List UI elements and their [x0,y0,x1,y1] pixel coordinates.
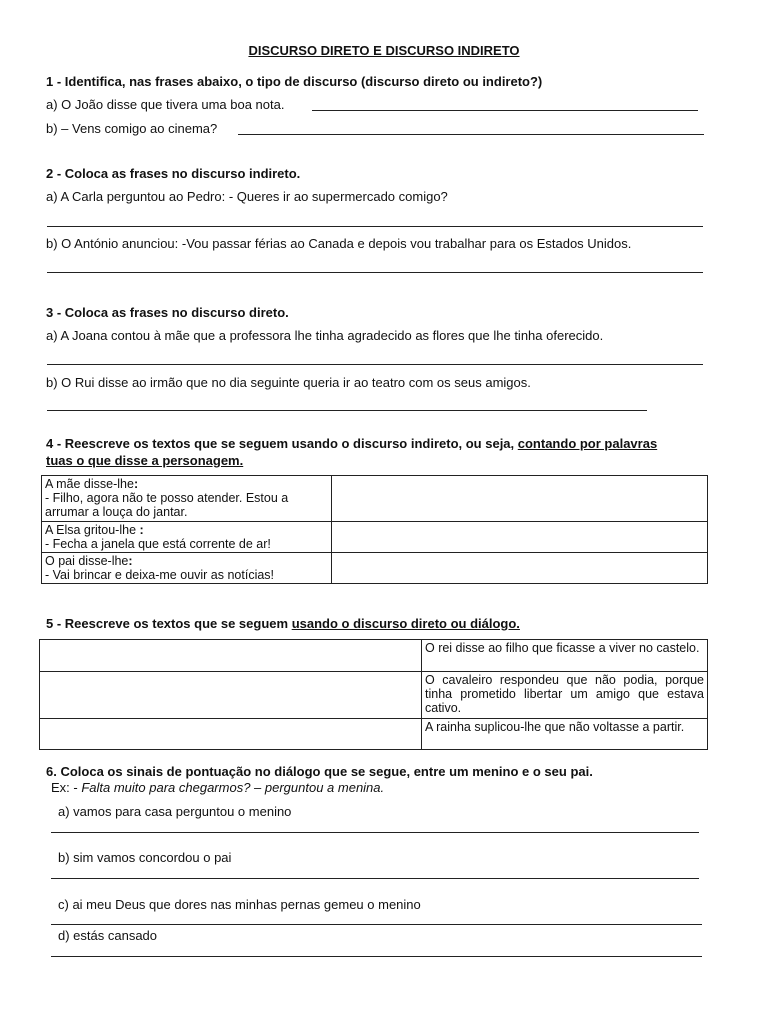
q6-a-answer-line [51,832,699,833]
q3-a-text: a) A Joana contou à mãe que a professora lhe tinha agradecido as flores que lhe tinha oferecido. [46,328,604,343]
q2-a-answer-line [47,226,703,227]
q3-b-text: b) O Rui disse ao irmão que no dia seguinte queria ir ao teatro com os seus amigos. [46,375,531,390]
q4-table [41,475,708,584]
q5-answer-cell[interactable] [40,640,422,672]
q6-example-label: Ex: - [51,780,82,795]
q1-heading: 1 - Identifica, nas frases abaixo, o tipo de discurso (discurso direto ou indireto?) [46,74,543,89]
q5-row [40,672,708,719]
q6-c-answer-line [51,924,702,925]
q3-b-answer-line [47,410,647,411]
q4-speech-line: - Filho, agora não te posso atender. Estou a [45,491,289,505]
q5-row [40,719,708,750]
q5-heading-plain: 5 - Reescreve os textos que se seguem [46,616,292,631]
q6-example [51,780,384,795]
q4-heading-line1 [46,436,657,451]
q4-answer-cell[interactable] [332,522,708,553]
q4-speech-cell [42,553,332,584]
q4-row [42,553,708,584]
q4-heading-plain: 4 - Reescreve os textos que se seguem usando o discurso indireto, ou seja, [46,436,518,451]
q4-speaker: A Elsa gritou-lhe : [45,523,144,537]
q4-speech-line: - Vai brincar e deixa-me ouvir as notícias! [45,568,275,582]
q6-b-answer-line [51,878,699,879]
q4-speech-cell [42,522,332,553]
q4-speech-cell [42,476,332,522]
q4-answer-cell[interactable] [332,553,708,584]
q6-example-text: Falta muito para chegarmos? – perguntou a menina. [81,780,385,795]
q6-heading: 6. Coloca os sinais de pontuação no diálogo que se segue, entre um menino e o seu pai. [46,764,593,779]
q4-speaker: O pai disse-lhe: [45,554,133,568]
q3-a-answer-line [47,364,703,365]
q3-heading: 3 - Coloca as frases no discurso direto. [46,305,289,320]
q4-answer-cell[interactable] [332,476,708,522]
q5-row [40,640,708,672]
q5-answer-cell[interactable] [40,719,422,750]
q5-heading [46,616,520,631]
q4-heading-underlined-2: tuas o que disse a personagem. [46,453,244,468]
q5-heading-underlined: usando o discurso direto ou diálogo. [291,616,520,631]
q5-table [39,639,708,750]
q5-sentence-cell: O cavaleiro respondeu que não podia, porque tinha prometido libertar um amigo que estava cativo. [422,672,708,719]
q4-row [42,522,708,553]
q6-a-text: a) vamos para casa perguntou o menino [58,804,292,819]
q5-answer-cell[interactable] [40,672,422,719]
q5-sentence-cell: A rainha suplicou-lhe que não voltasse a partir. [422,719,708,750]
q1-b-answer-line [238,134,704,135]
q4-row [42,476,708,522]
q2-a-text: a) A Carla perguntou ao Pedro: - Queres ir ao supermercado comigo? [46,189,448,204]
q5-sentence-cell: O rei disse ao filho que ficasse a viver no castelo. [422,640,708,672]
q4-speech-line: arrumar a louça do jantar. [45,505,188,519]
q4-speaker: A mãe disse-lhe: [45,477,139,491]
q6-d-text: d) estás cansado [58,928,158,943]
q2-b-text: b) O António anunciou: -Vou passar férias ao Canada e depois vou trabalhar para os Estados Unidos. [46,236,632,251]
q4-speech-line: - Fecha a janela que está corrente de ar! [45,537,271,551]
q4-heading-underlined-1: contando por palavras [517,436,658,451]
q6-d-answer-line [51,956,702,957]
q1-a-text: a) O João disse que tivera uma boa nota. [46,97,285,112]
q2-b-answer-line [47,272,703,273]
q6-c-text: c) ai meu Deus que dores nas minhas pernas gemeu o menino [58,897,421,912]
page-title: DISCURSO DIRETO E DISCURSO INDIRETO [248,43,520,58]
q1-a-answer-line [312,110,698,111]
q2-heading: 2 - Coloca as frases no discurso indireto. [46,166,301,181]
q6-b-text: b) sim vamos concordou o pai [58,850,232,865]
q1-b-text: b) – Vens comigo ao cinema? [46,121,218,136]
